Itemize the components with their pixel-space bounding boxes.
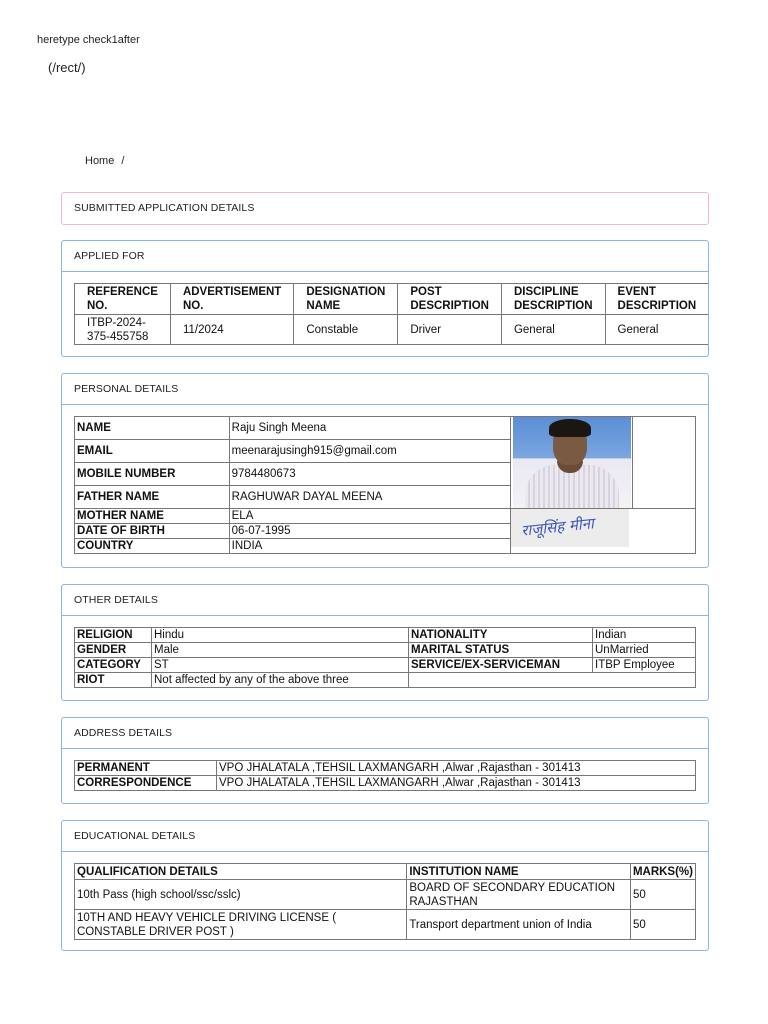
value-dob: 06-07-1995 <box>229 524 511 539</box>
table-row <box>75 658 696 673</box>
applied-for-panel <box>61 240 709 357</box>
label-permanent: PERMANENT <box>75 761 217 776</box>
cell-discipline-description: General <box>501 315 605 345</box>
label-correspondence: CORRESPONDENCE <box>75 776 217 791</box>
label-riot: RIOT <box>75 673 152 688</box>
educational-details-title: EDUCATIONAL DETAILS <box>62 821 708 852</box>
col-qualification: QUALIFICATION DETAILS <box>75 864 407 880</box>
value-nationality: Indian <box>593 628 696 643</box>
label-category: CATEGORY <box>75 658 152 673</box>
other-details-table <box>74 627 696 688</box>
rect-text: (/rect/) <box>48 60 86 75</box>
table-row <box>75 910 696 940</box>
table-row <box>75 643 696 658</box>
table-row <box>75 761 696 776</box>
applicant-signature <box>511 509 629 547</box>
label-nationality: NATIONALITY <box>409 628 593 643</box>
label-marital-status: MARITAL STATUS <box>409 643 593 658</box>
applied-for-table <box>74 283 708 345</box>
label-dob: DATE OF BIRTH <box>75 524 230 539</box>
cell-reference-no: ITBP-2024-375-455758 <box>75 315 171 345</box>
col-marks: MARKS(%) <box>630 864 695 880</box>
other-details-title: OTHER DETAILS <box>62 585 708 616</box>
cell-event-description: General <box>605 315 708 345</box>
value-email: meenarajusingh915@gmail.com <box>229 440 511 463</box>
educational-details-panel <box>61 820 709 951</box>
cell-qualification: 10TH AND HEAVY VEHICLE DRIVING LICENSE ( CONSTABLE DRIVER POST ) <box>75 910 407 940</box>
col-event-description: EVENT DESCRIPTION <box>605 284 708 315</box>
label-service: SERVICE/EX-SERVICEMAN <box>409 658 593 673</box>
value-country: INDIA <box>229 539 511 554</box>
cell-marks: 50 <box>630 910 695 940</box>
value-father-name: RAGHUWAR DAYAL MEENA <box>229 486 511 509</box>
breadcrumb-separator: / <box>121 155 125 167</box>
signature-cell <box>511 509 696 554</box>
label-country: COUNTRY <box>75 539 230 554</box>
signature-text: राजूसिंह मीना <box>520 514 595 540</box>
col-advertisement-no: ADVERTISEMENT NO. <box>170 284 293 315</box>
table-header-row <box>75 864 696 880</box>
empty-cell <box>633 417 696 509</box>
value-marital-status: UnMarried <box>593 643 696 658</box>
breadcrumb-home-link[interactable]: Home <box>85 155 115 167</box>
other-details-panel <box>61 584 709 701</box>
cell-advertisement-no: 11/2024 <box>170 315 293 345</box>
value-religion: Hindu <box>152 628 409 643</box>
value-riot: Not affected by any of the above three <box>152 673 409 688</box>
col-designation-name: DESIGNATION NAME <box>294 284 398 315</box>
photo-cell <box>511 417 633 509</box>
col-reference-no: REFERENCE NO. <box>75 284 171 315</box>
label-gender: GENDER <box>75 643 152 658</box>
table-row <box>75 880 696 910</box>
personal-details-table <box>74 416 696 554</box>
value-correspondence: VPO JHALATALA ,TEHSIL LAXMANGARH ,Alwar ,Rajasthan - 301413 <box>217 776 696 791</box>
label-mobile: MOBILE NUMBER <box>75 463 230 486</box>
applicant-photo <box>513 417 631 508</box>
value-category: ST <box>152 658 409 673</box>
value-mobile: 9784480673 <box>229 463 511 486</box>
label-name: NAME <box>75 417 230 440</box>
submitted-panel <box>61 192 709 225</box>
value-permanent: VPO JHALATALA ,TEHSIL LAXMANGARH ,Alwar ,Rajasthan - 301413 <box>217 761 696 776</box>
table-row <box>75 509 696 524</box>
address-details-title: ADDRESS DETAILS <box>62 718 708 749</box>
label-mother-name: MOTHER NAME <box>75 509 230 524</box>
personal-details-panel <box>61 373 709 568</box>
col-institution: INSTITUTION NAME <box>407 864 631 880</box>
value-mother-name: ELA <box>229 509 511 524</box>
cell-institution: BOARD OF SECONDARY EDUCATION RAJASTHAN <box>407 880 631 910</box>
table-row <box>75 417 696 440</box>
value-name: Raju Singh Meena <box>229 417 511 440</box>
cell-institution: Transport department union of India <box>407 910 631 940</box>
cell-marks: 50 <box>630 880 695 910</box>
empty-cell <box>409 673 696 688</box>
breadcrumb <box>85 155 124 167</box>
educational-details-table <box>74 863 696 940</box>
top-text: heretype check1after <box>37 34 140 46</box>
table-row <box>75 628 696 643</box>
label-father-name: FATHER NAME <box>75 486 230 509</box>
address-details-table <box>74 760 696 791</box>
cell-post-description: Driver <box>398 315 502 345</box>
submitted-title: SUBMITTED APPLICATION DETAILS <box>74 202 255 214</box>
cell-designation-name: Constable <box>294 315 398 345</box>
col-discipline-description: DISCIPLINE DESCRIPTION <box>501 284 605 315</box>
applied-for-title: APPLIED FOR <box>62 241 708 272</box>
label-email: EMAIL <box>75 440 230 463</box>
table-header-row <box>75 284 709 315</box>
label-religion: RELIGION <box>75 628 152 643</box>
cell-qualification: 10th Pass (high school/ssc/sslc) <box>75 880 407 910</box>
address-details-panel <box>61 717 709 804</box>
value-service: ITBP Employee <box>593 658 696 673</box>
value-gender: Male <box>152 643 409 658</box>
col-post-description: POST DESCRIPTION <box>398 284 502 315</box>
table-row <box>75 776 696 791</box>
personal-details-title: PERSONAL DETAILS <box>62 374 708 405</box>
table-row <box>75 673 696 688</box>
table-row <box>75 315 709 345</box>
